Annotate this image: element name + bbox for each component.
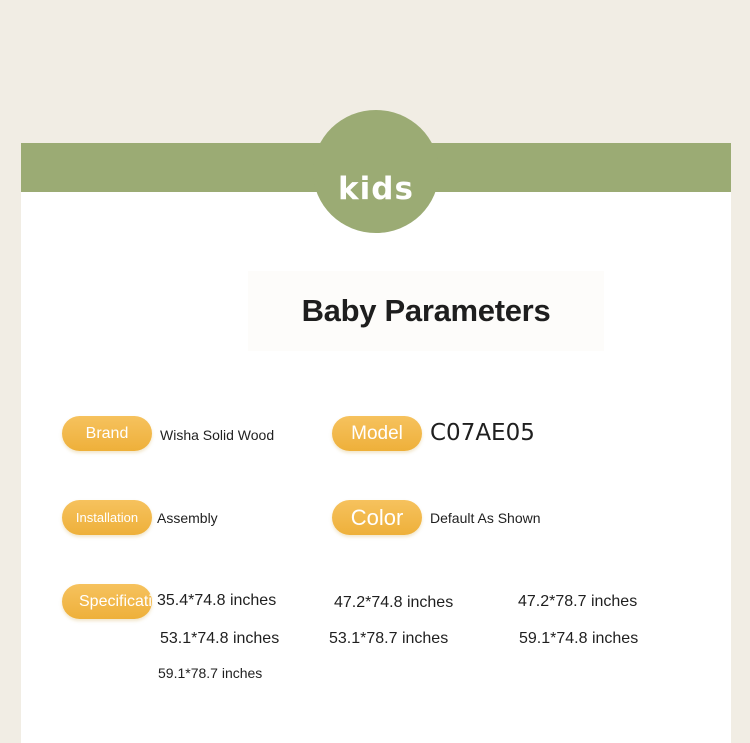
color-label-text: Color bbox=[350, 504, 404, 530]
brand-label-text: Brand bbox=[85, 424, 129, 442]
installation-label-text: Installation bbox=[75, 510, 139, 525]
color-label bbox=[332, 500, 422, 535]
title-box bbox=[248, 271, 604, 351]
brand-word: kids bbox=[338, 171, 414, 207]
section-title: Baby Parameters bbox=[301, 293, 551, 328]
installation-label bbox=[62, 500, 152, 535]
spec-size: 59.1*78.7 inches bbox=[158, 665, 263, 681]
spec-size: 53.1*78.7 inches bbox=[329, 630, 449, 647]
model-label bbox=[332, 416, 422, 451]
specification-label-text: Specification bbox=[79, 592, 170, 610]
brand-badge bbox=[313, 110, 439, 233]
installation-value: Assembly bbox=[157, 510, 218, 526]
model-label-text: Model bbox=[351, 422, 403, 444]
color-value: Default As Shown bbox=[430, 510, 541, 526]
spec-size: 47.2*78.7 inches bbox=[518, 593, 638, 610]
brand-value: Wisha Solid Wood bbox=[160, 427, 275, 443]
spec-size: 47.2*74.8 inches bbox=[334, 594, 454, 611]
specification-label bbox=[62, 584, 170, 619]
spec-size: 35.4*74.8 inches bbox=[157, 592, 277, 609]
model-value: C07AE05 bbox=[430, 420, 535, 446]
spec-size: 59.1*74.8 inches bbox=[519, 630, 639, 647]
spec-size: 53.1*74.8 inches bbox=[160, 630, 280, 647]
brand-label bbox=[62, 416, 152, 451]
